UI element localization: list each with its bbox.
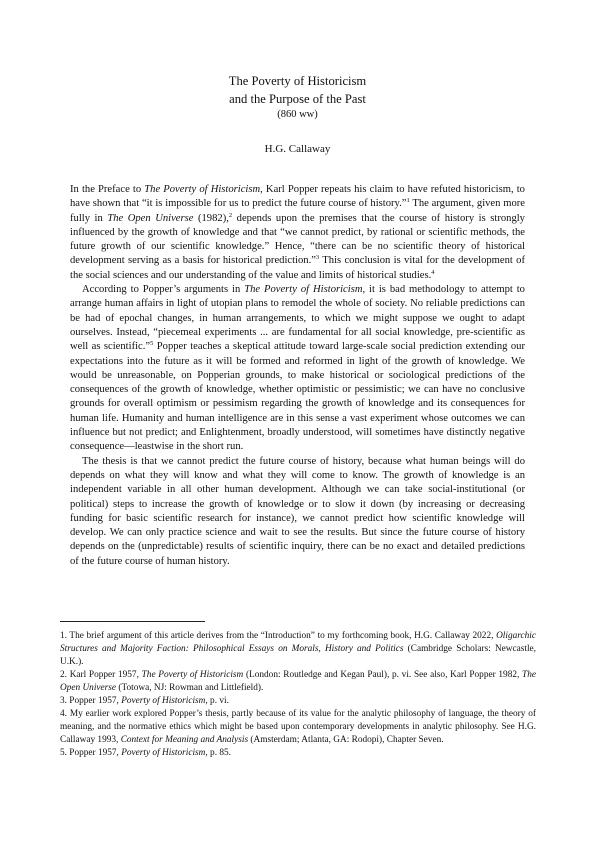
italic-title: The Poverty of Historicism xyxy=(141,670,244,680)
text-run: (Totowa, NJ: Rowman and Littlefield). xyxy=(116,683,264,693)
text-run: Popper teaches a skeptical attitude toward large-scale social prediction extending our expectations into the future as it will be formed and reformed in light of the growth of knowledge. We would be unreasonable, on Popperian grounds, to make historical or sociological predictions of the consequences of the growth of knowledge, whether optimistic or pessimistic; we can have no conclusive grounds for overall optimism or pessimism regarding the growth of knowledge and its consequences for human life. Humanity and human intelligence are in this sense a vast experiment whose outcomes we can influence but not predict; and Enlightenment, broadly understood, will sometimes have distinctly negative consequence—leastwise in the short run. xyxy=(70,341,525,453)
footnote-divider xyxy=(60,621,205,622)
text-run: 1. The brief argument of this article derives from the “Introduction” to my forthcoming book, H.G. Callaway 2022, xyxy=(60,631,497,641)
paragraph xyxy=(70,183,525,283)
italic-title: The Open Universe xyxy=(60,670,536,693)
footnotes xyxy=(60,630,536,760)
text-run: According to Popper’s arguments in xyxy=(82,284,245,296)
text-run: In the Preface to xyxy=(70,184,145,195)
text-run: 5. Popper 1957, xyxy=(60,748,122,758)
italic-title: Poverty of Historicism xyxy=(121,696,206,706)
text-run: (Cambridge Scholars: Newcastle, U.K.). xyxy=(60,644,536,667)
footnote xyxy=(60,630,536,669)
footnote xyxy=(60,747,536,760)
text-run: 4. My earlier work explored Popper’s thesis, partly because of its value for the analytic philosophy of language, the theory of meaning, and the normative ethics which might be based upon contemporary developments in analytic philosophy. See H.G. Callaway 1993, xyxy=(60,709,536,745)
text-run: The thesis is that we cannot predict the future course of history, because what human beings will do depends on what they will know and what they will come to know. The growth of knowledge is an independent variable in all other human development. Although we can take social-institutional (or political) steps to increase the growth of knowledge or to slow it down (by increasing or decreasing funding for basic scientific research for instance), we cannot predict how scientific knowledge will develop. We can only practice science and wait to see the results. But since the future course of history depends on the (unpredictable) results of scientific inquiry, there can be no exact and detailed predictions of the future course of human history. xyxy=(70,455,525,567)
author-name: H.G. Callaway xyxy=(264,143,331,155)
text-run: , p. vi. xyxy=(205,696,229,706)
paragraph xyxy=(70,283,525,455)
footnote xyxy=(60,695,536,708)
text-run: , Karl Popper repeats his claim to have refuted historicism, to have shown that “it is impossible for us to predict the future course of history.” xyxy=(70,184,525,210)
italic-title: Poverty of Historicism xyxy=(121,748,206,758)
word-count: (860 ww) xyxy=(277,109,318,120)
italic-title: Oligarchic Structures and Majority Faction: Philosophical Essays on Morals, History and Politics xyxy=(60,631,536,654)
text-run: depends upon the premises that the course of history is strongly influenced by the growth of knowledge and that “we cannot predict, by rational or scientific methods, the future growth of our scientific knowledge.” Hence, “there can be no scientific theory of historical development serving as a basis for historical prediction.” xyxy=(70,212,525,267)
footnote xyxy=(60,669,536,695)
text-run: This conclusion is vital for the development of the social sciences and our understanding of the value and limits of historical studies. xyxy=(70,255,525,281)
footnote-marker: 2 xyxy=(228,211,233,219)
body-text xyxy=(70,183,525,569)
italic-title: The Poverty of Historicism xyxy=(144,184,261,195)
title-line-2: and the Purpose of the Past xyxy=(229,92,366,106)
text-run: (London: Routledge and Kegan Paul), p. vi. See also, Karl Popper 1982, xyxy=(243,670,523,680)
text-run: (Amsterdam; Atlanta, GA: Rodopi), Chapter Seven. xyxy=(248,735,444,745)
text-run: , p. 85. xyxy=(205,748,231,758)
text-run: The argument, given more fully in xyxy=(70,198,526,224)
footnote-marker: 4 xyxy=(431,268,435,276)
text-run: 3. Popper 1957, xyxy=(60,696,122,706)
italic-title: The Poverty of Historicism xyxy=(244,284,363,296)
footnote xyxy=(60,708,536,747)
text-run: , it is bad methodology to attempt to arrange human affairs in light of utopian plans to remodel the whole of society. No reliable predictions can be had of epochal changes, in human arrangements, to which we might suppose we ought to adapt ourselves. Instead, “piecemeal experiments ... are fundamental for all social knowledge, pre-scientific as well as scientific.” xyxy=(70,284,525,353)
text-run: 2. Karl Popper 1957, xyxy=(60,670,142,680)
text-run: (1982), xyxy=(193,212,229,224)
italic-title: The Open Universe xyxy=(107,212,194,224)
italic-title: Context for Meaning and Analysis xyxy=(120,735,249,745)
title-block xyxy=(0,72,595,156)
footnote-marker: 3 xyxy=(315,254,320,262)
paragraph xyxy=(70,455,525,569)
footnote-marker: 5 xyxy=(150,340,154,348)
footnote-marker: 1 xyxy=(406,197,410,205)
title-line-1: The Poverty of Historicism xyxy=(228,74,367,88)
